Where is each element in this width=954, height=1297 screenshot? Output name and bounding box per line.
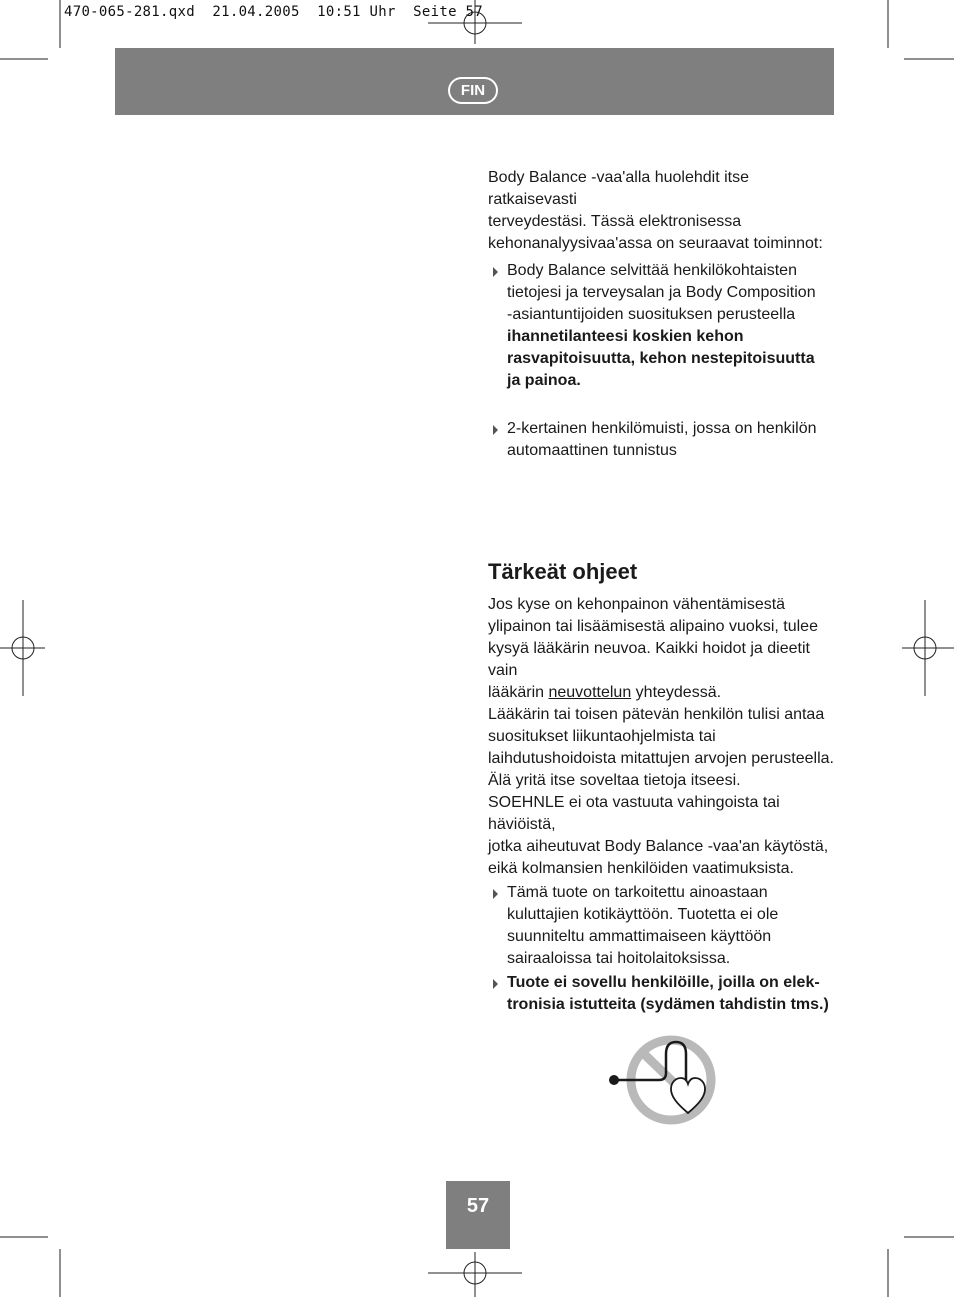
bullet-arrow-icon	[493, 267, 498, 277]
section-heading: Tärkeät ohjeet	[488, 559, 638, 584]
bullet-arrow-icon	[493, 889, 498, 899]
feature-item: Body Balance selvittää henkilökohtaisten tietojesi ja terveysalan ja Body Composition -asiantuntijoiden suosituksen perusteella ihannetilanteesi koskien kehon rasvapitoisuutta, kehon nestepitoisuutta ja painoa.	[488, 260, 838, 392]
feature-list	[488, 260, 838, 462]
intro-paragraph	[488, 167, 838, 255]
feature-item: 2-kertainen henkilömuisti, jossa on henkilön automaattinen tunnistus	[488, 418, 838, 462]
intro-line: terveydestäsi. Tässä elektronisessa	[488, 213, 742, 230]
no-pacemaker-icon	[604, 1034, 720, 1130]
notes-paragraph: Jos kyse on kehonpainon vähentämisestä ylipainon tai lisäämisestä alipaino vuoksi, tulee kysyä lääkärin neuvoa. Kaikki hoidot ja dieetit vain lääkärin neuvottelun yhteydessä. Lääkärin tai toisen pätevän henkilön tulisi antaa suositukset liikuntaohjelmista tai laihdutushoidoista mitattujen arvojen perusteella. Älä yritä itse soveltaa tietoja itseesi. SOEHNLE ei ota vastuuta vahingoista tai häviöistä, jotka aiheutuvat Body Balance -vaa'an käytöstä, eikä kolmansien henkilöiden vaatimuksista.	[488, 596, 834, 877]
bullet-arrow-icon	[493, 979, 498, 989]
print-slug: 470-065-281.qxd 21.04.2005 10:51 Uhr Seite 57	[64, 4, 483, 20]
page-number: 57	[446, 1181, 510, 1249]
notes-bullet: Tuote ei sovellu henkilöille, joilla on elek- tronisia istutteita (sydämen tahdistin tms.)	[488, 972, 838, 1016]
bullet-arrow-icon	[493, 425, 498, 435]
language-badge: FIN	[448, 77, 498, 104]
important-notes	[488, 594, 838, 1016]
notes-bullet: Tämä tuote on tarkoitettu ainoastaan kuluttajien kotikäyttöön. Tuotetta ei ole suunniteltu ammattimaiseen käyttöön sairaaloissa tai hoitolaitoksissa.	[488, 882, 838, 970]
intro-line: kehonanalyysivaa'assa on seuraavat toiminnot:	[488, 235, 823, 252]
intro-line: Body Balance -vaa'alla huolehdit itse ratkaisevasti	[488, 169, 749, 208]
